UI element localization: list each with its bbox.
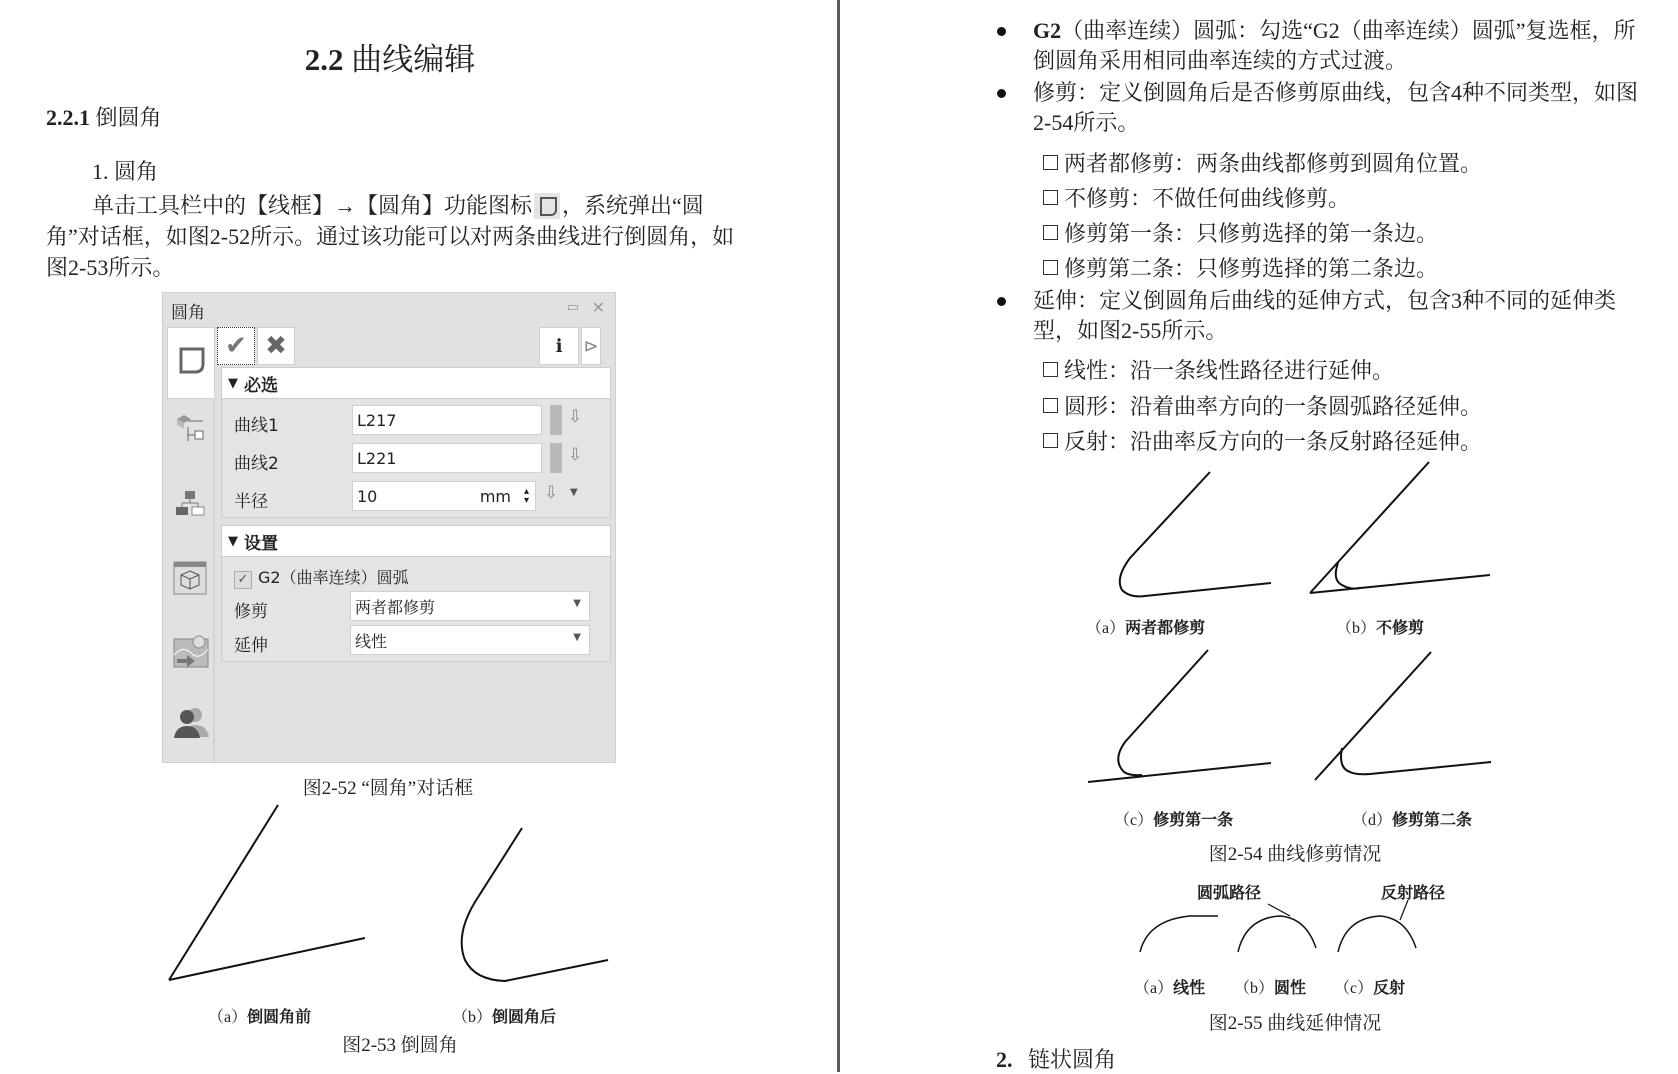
- view-cube-icon[interactable]: [173, 561, 207, 595]
- curve2-pick-icon[interactable]: ⇩: [568, 445, 583, 465]
- tree-icon[interactable]: [175, 413, 205, 443]
- square-bullet-icon: [1043, 155, 1058, 170]
- info-button[interactable]: [539, 327, 579, 365]
- bullet-extend: 延伸：定义倒圆角后曲线的延伸方式，包含3种不同的延伸类型，如图2-55所示。: [997, 286, 1647, 346]
- image-import-icon[interactable]: [173, 633, 209, 669]
- bullet-icon: [997, 89, 1006, 98]
- extend-label: 延伸: [234, 636, 268, 656]
- g2-checkbox-label: G2（曲率连续）圆弧: [258, 568, 409, 587]
- square-bullet-icon: [1043, 362, 1058, 377]
- minimize-icon[interactable]: ▭: [566, 300, 579, 315]
- radius-dropdown-icon[interactable]: ▼: [570, 487, 578, 498]
- fig-2-55b-label: （b）圆性: [1234, 980, 1307, 997]
- sidebar-tab-fillet[interactable]: [167, 327, 214, 399]
- next-heading: [996, 1043, 1116, 1074]
- paragraph-text-1: 单击工具栏中的【线框】→【圆角】功能图标: [92, 193, 533, 218]
- section-title-text: 倒圆角: [95, 105, 162, 130]
- chevron-down-icon: ▼: [573, 598, 581, 609]
- bullet-icon: [997, 297, 1006, 306]
- fig-2-54-caption: 图2-54 曲线修剪情况: [1208, 844, 1382, 865]
- curve2-input[interactable]: L221: [352, 443, 542, 473]
- fillet-icon: [178, 346, 208, 376]
- fig-2-55a-label: （a）线性: [1134, 980, 1206, 997]
- chapter-number: 2.2: [304, 42, 344, 77]
- extend-option-1: 线性：沿一条线性路径进行延伸。: [1043, 354, 1394, 385]
- curve2-scroll[interactable]: [550, 443, 562, 473]
- bullet-g2: G2（曲率连续）圆弧：勾选“G2（曲率连续）圆弧”复选框，所倒圆角采用相同曲率连续的方式过渡。: [997, 16, 1647, 76]
- section-heading: [46, 101, 162, 132]
- extend-select-value: 线性: [355, 631, 388, 651]
- fillet-icon: [534, 193, 560, 219]
- fig-2-53a-label: （a）倒圆角前: [208, 1009, 312, 1026]
- fig-2-53-caption: 图2-53 倒圆角: [342, 1035, 458, 1056]
- section-required-label: 必选: [244, 375, 278, 396]
- square-bullet-icon: [1043, 433, 1058, 448]
- fig-2-53-drawing: [160, 800, 640, 1000]
- g2-checkbox[interactable]: ✓: [234, 571, 252, 589]
- g2-checkbox-row[interactable]: [234, 565, 409, 589]
- check-icon: ✔: [225, 331, 247, 361]
- users-icon[interactable]: [173, 705, 209, 739]
- next-heading-text: 链状圆角: [1028, 1047, 1117, 1072]
- chapter-title: [0, 34, 780, 79]
- square-bullet-icon: [1043, 260, 1058, 275]
- trim-label: 修剪: [234, 602, 268, 622]
- chapter-title-text: 曲线编辑: [351, 42, 476, 77]
- curve2-label: 曲线2: [234, 454, 279, 474]
- dialog-title: 圆角: [171, 303, 205, 323]
- chevron-down-icon: ▼: [573, 632, 581, 643]
- next-heading-number: 2.: [996, 1047, 1013, 1072]
- dialog-main: [217, 327, 611, 762]
- cancel-button[interactable]: [257, 327, 295, 365]
- fig-2-55-drawing: [1100, 900, 1460, 960]
- radius-input[interactable]: [352, 481, 536, 511]
- reflect-path-callout: 反射路径: [1381, 885, 1446, 902]
- hierarchy-icon[interactable]: [175, 489, 205, 519]
- section-settings-header[interactable]: [221, 525, 611, 557]
- curve1-scroll[interactable]: [550, 405, 562, 435]
- item-heading: 1. 圆角: [92, 159, 159, 184]
- curve1-input[interactable]: L217: [352, 405, 542, 435]
- fig-2-54a-label: （a）两者都修剪: [1086, 620, 1206, 637]
- fig-2-54c-label: （c）修剪第一条: [1114, 812, 1234, 829]
- ok-button[interactable]: [217, 327, 255, 365]
- collapse-triangle-icon: ▼: [228, 533, 238, 549]
- bullet-trim: 修剪：定义倒圆角后是否修剪原曲线，包含4种不同类型，如图2-54所示。: [997, 78, 1647, 138]
- radius-label: 半径: [234, 492, 268, 512]
- fig-2-55-caption: 图2-55 曲线延伸情况: [1208, 1013, 1382, 1034]
- section-settings-body: [221, 557, 611, 662]
- square-bullet-icon: [1043, 190, 1058, 205]
- intro-paragraph: [46, 190, 736, 283]
- bullet-icon: [997, 27, 1006, 36]
- page-divider: [837, 0, 840, 1072]
- fig-2-53b-label: （b）倒圆角后: [452, 1009, 557, 1026]
- radius-unit: mm: [479, 486, 511, 506]
- extend-option-2: 圆形：沿着曲率方向的一条圆弧路径延伸。: [1043, 390, 1482, 421]
- close-icon[interactable]: ✕: [591, 298, 605, 317]
- square-bullet-icon: [1043, 398, 1058, 413]
- section-settings-label: 设置: [244, 533, 278, 554]
- curve1-label: 曲线1: [234, 416, 279, 436]
- paragraph-text-2: ，系统弹出“圆角”对话框，如图2-52所示。通过该功能可以对两条曲线进行倒圆角，如图2-53所示。: [46, 193, 735, 280]
- dialog-sidebar: [163, 327, 215, 761]
- fillet-dialog: [162, 292, 616, 763]
- section-number: 2.2.1: [46, 105, 90, 130]
- section-required-header[interactable]: [221, 367, 611, 399]
- radius-value: 10: [357, 486, 378, 506]
- radius-pick-icon[interactable]: ⇩: [544, 483, 559, 503]
- fig-2-52-caption: 图2-52 “圆角”对话框: [302, 778, 474, 799]
- trim-select[interactable]: [350, 591, 590, 621]
- spinner-icon[interactable]: ▴ ▾: [523, 486, 529, 506]
- panel-arrow-icon: ⊳: [583, 335, 599, 357]
- extend-select[interactable]: [350, 625, 590, 655]
- collapse-panel-button[interactable]: [581, 327, 601, 365]
- square-bullet-icon: [1043, 225, 1058, 240]
- collapse-triangle-icon: ▼: [228, 375, 238, 391]
- extend-option-3: 反射：沿曲率反方向的一条反射路径延伸。: [1043, 425, 1482, 456]
- trim-option-1: 两者都修剪：两条曲线都修剪到圆角位置。: [1043, 147, 1482, 178]
- trim-select-value: 两者都修剪: [355, 597, 436, 617]
- curve1-pick-icon[interactable]: ⇩: [568, 407, 583, 427]
- cancel-icon: ✖: [265, 331, 287, 361]
- trim-option-4: 修剪第二条：只修剪选择的第二条边。: [1043, 252, 1438, 283]
- fig-2-55c-label: （c）反射: [1334, 980, 1406, 997]
- arc-path-callout: 圆弧路径: [1197, 885, 1262, 902]
- trim-option-3: 修剪第一条：只修剪选择的第一条边。: [1043, 217, 1438, 248]
- trim-option-2: 不修剪：不做任何曲线修剪。: [1043, 182, 1350, 213]
- info-icon: ℹ: [555, 335, 563, 357]
- section-required-body: [221, 399, 611, 518]
- fig-2-54b-label: （b）不修剪: [1336, 620, 1425, 637]
- fig-2-54d-label: （d）修剪第二条: [1352, 812, 1473, 829]
